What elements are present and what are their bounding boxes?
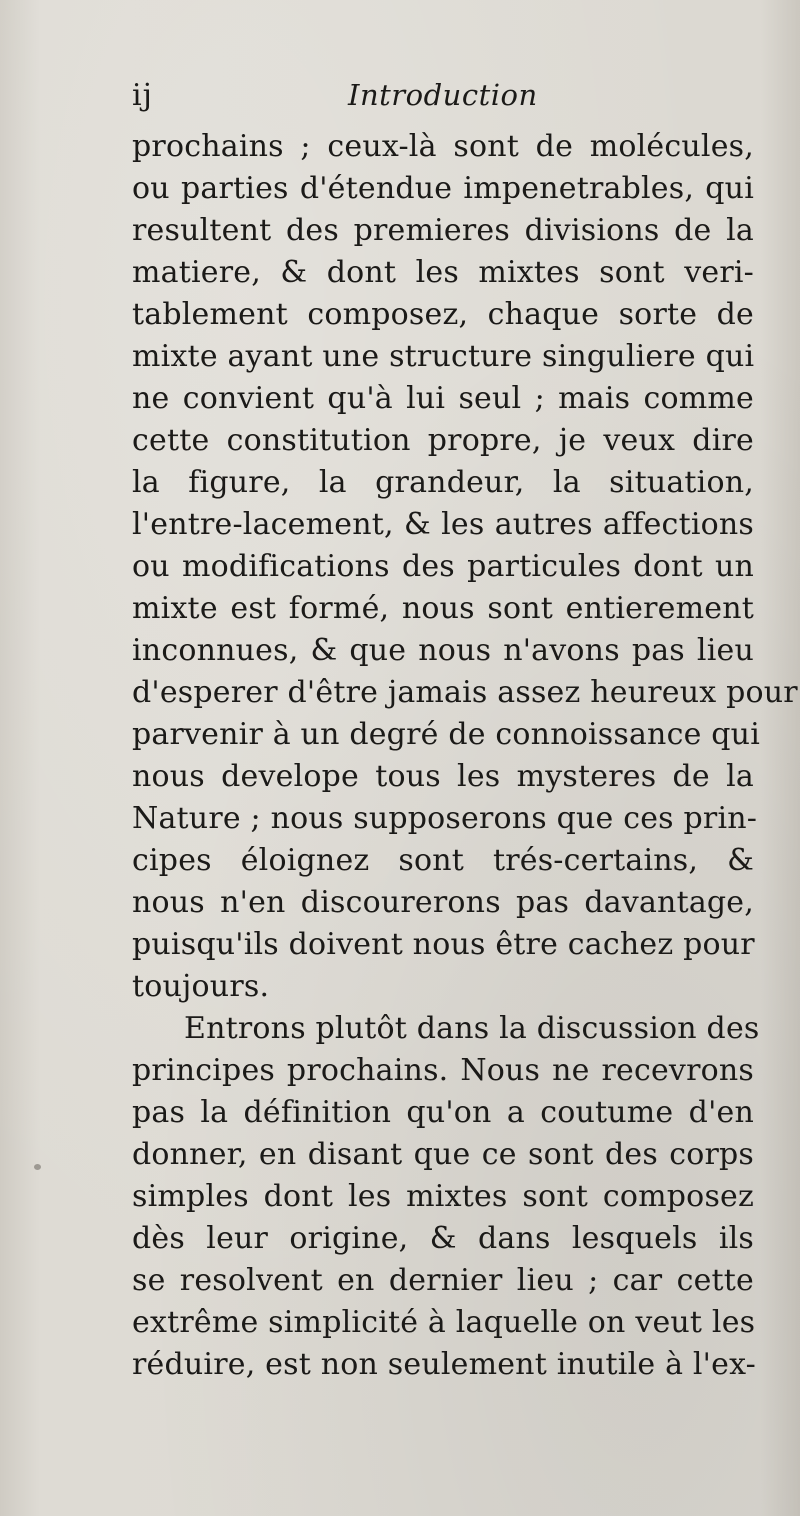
paragraph-start-line: Entrons plutôt dans la discussion des <box>184 1011 760 1046</box>
text-line: inconnues, & que nous n'avons pas lieu <box>132 633 754 668</box>
text-line: principes prochains. Nous ne recevrons <box>132 1053 754 1088</box>
text-line: ne convient qu'à lui seul ; mais comme <box>132 381 754 416</box>
text-line: cette constitution propre, je veux dire <box>132 423 754 458</box>
text-line: d'esperer d'être jamais assez heureux pour <box>132 675 798 710</box>
text-line: nous develope tous les mysteres de la <box>132 759 754 794</box>
text-line: puisqu'ils doivent nous être cachez pour <box>132 927 755 962</box>
text-line: ou modifications des particules dont un <box>132 549 754 584</box>
text-line: mixte ayant une structure singuliere qui <box>132 339 755 374</box>
text-line: tablement composez, chaque sorte de <box>132 297 754 332</box>
text-line: dès leur origine, & dans lesquels ils <box>132 1221 754 1256</box>
text-line: l'entre-lacement, & les autres affections <box>132 507 754 542</box>
ink-spot <box>34 1164 41 1170</box>
text-line: donner, en disant que ce sont des corps <box>132 1137 754 1172</box>
text-line: nous n'en discourerons pas davantage, <box>132 885 754 920</box>
text-line: matiere, & dont les mixtes sont veri- <box>132 255 754 290</box>
text-line: cipes éloignez sont trés-certains, & <box>132 843 754 878</box>
running-head: Introduction <box>348 78 538 112</box>
text-line: réduire, est non seulement inutile à l'ex- <box>132 1347 757 1382</box>
text-line: extrême simplicité à laquelle on veut les <box>132 1305 756 1340</box>
text-line: ou parties d'étendue impenetrables, qui <box>132 171 754 206</box>
text-line: resultent des premieres divisions de la <box>132 213 754 248</box>
text-line: la figure, la grandeur, la situation, <box>132 465 754 500</box>
text-line: simples dont les mixtes sont composez <box>132 1179 754 1214</box>
page-header <box>132 78 754 124</box>
text-line: parvenir à un degré de connoissance qui <box>132 717 760 752</box>
text-line: pas la définition qu'on a coutume d'en <box>132 1095 754 1130</box>
page-number: ij <box>132 78 153 113</box>
text-line: se resolvent en dernier lieu ; car cette <box>132 1263 754 1298</box>
text-line: prochains ; ceux-là sont de molécules, <box>132 129 754 164</box>
text-line: Nature ; nous supposerons que ces prin- <box>132 801 758 836</box>
body-text <box>132 126 798 1386</box>
text-line: mixte est formé, nous sont entierement <box>132 591 754 626</box>
paragraph-end-line: toujours. <box>132 969 270 1004</box>
